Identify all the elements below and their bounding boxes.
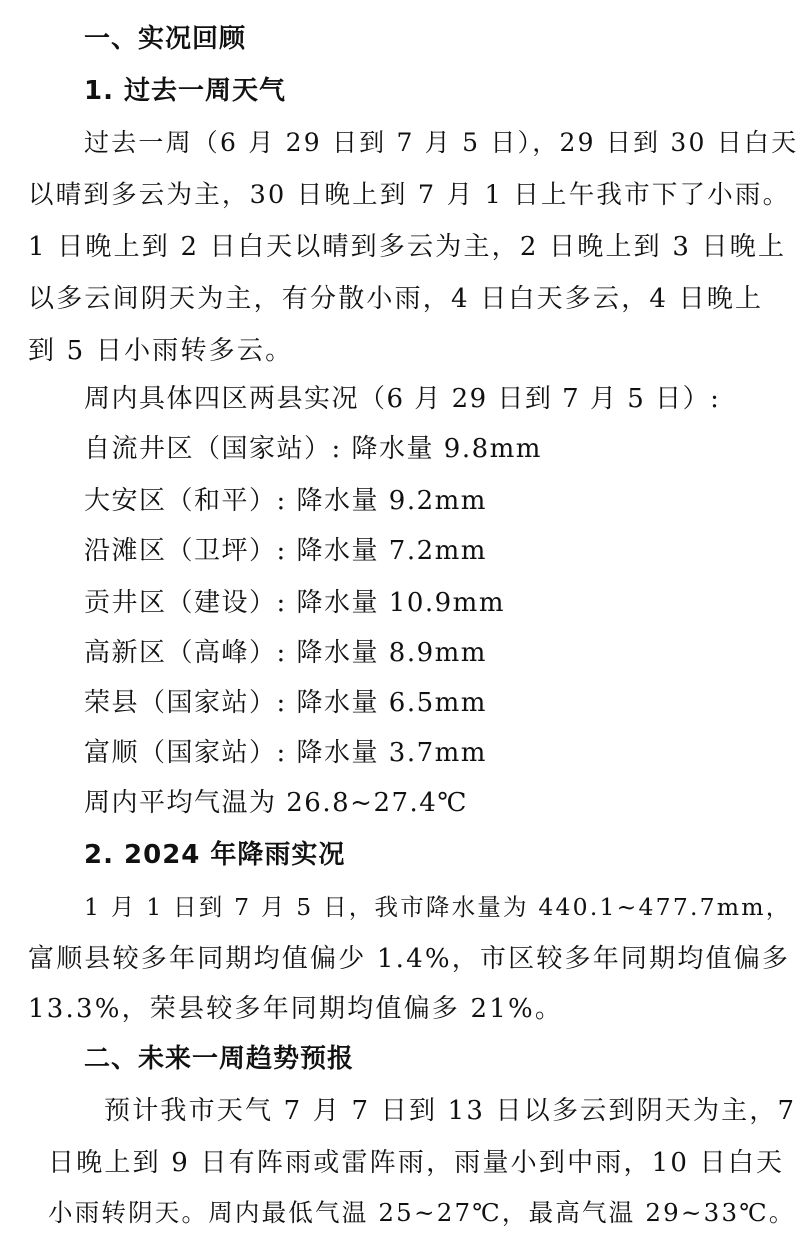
section-heading-forecast: 二、未来一周趋势预报: [84, 1044, 355, 1074]
average-temperature: 周内平均气温为 26.8~27.4℃: [84, 788, 468, 818]
station-rainfall-item: 自流井区（国家站）: 降水量 9.8mm: [84, 434, 542, 464]
paragraph-line: 以晴到多云为主，30 日晚上到 7 月 1 日上午我市下了小雨。: [28, 180, 791, 210]
subsection-heading-rainfall-2024: 2. 2024 年降雨实况: [84, 840, 346, 870]
station-rainfall-item: 沿滩区（卫坪）: 降水量 7.2mm: [84, 536, 487, 566]
paragraph-line: 小雨转阴天。周内最低气温 25~27℃，最高气温 29~33℃。: [48, 1198, 796, 1227]
station-rainfall-item: 富顺（国家站）: 降水量 3.7mm: [84, 738, 487, 768]
paragraph-line: 预计我市天气 7 月 7 日到 13 日以多云到阴天为主，7: [104, 1096, 797, 1126]
station-rainfall-item: 荣县（国家站）: 降水量 6.5mm: [84, 688, 487, 718]
paragraph-line: 1 日晚上到 2 日白天以晴到多云为主，2 日晚上到 3 日晚上: [28, 232, 787, 262]
paragraph-line: 1 月 1 日到 7 月 5 日，我市降水量为 440.1~477.7mm，: [84, 893, 792, 921]
paragraph-line: 13.3%，荣县较多年同期均值偏多 21%。: [28, 994, 564, 1024]
paragraph-line: 到 5 日小雨转多云。: [28, 336, 294, 366]
station-rainfall-item: 高新区（高峰）: 降水量 8.9mm: [84, 638, 487, 668]
section-heading-review: 一、实况回顾: [84, 24, 247, 54]
paragraph-line: 日晚上到 9 日有阵雨或雷阵雨，雨量小到中雨，10 日白天: [48, 1148, 785, 1178]
station-rainfall-item: 贡井区（建设）: 降水量 10.9mm: [84, 588, 505, 618]
paragraph-line: 以多云间阴天为主，有分散小雨，4 日白天多云，4 日晚上: [28, 284, 764, 314]
subsection-heading-past-week: 1. 过去一周天气: [84, 76, 287, 106]
stations-intro: 周内具体四区两县实况（6 月 29 日到 7 月 5 日）:: [84, 384, 721, 414]
station-rainfall-item: 大安区（和平）: 降水量 9.2mm: [84, 486, 487, 516]
paragraph-line: 过去一周（6 月 29 日到 7 月 5 日），29 日到 30 日白天: [84, 128, 799, 157]
paragraph-line: 富顺县较多年同期均值偏少 1.4%，市区较多年同期均值偏多: [28, 944, 791, 974]
